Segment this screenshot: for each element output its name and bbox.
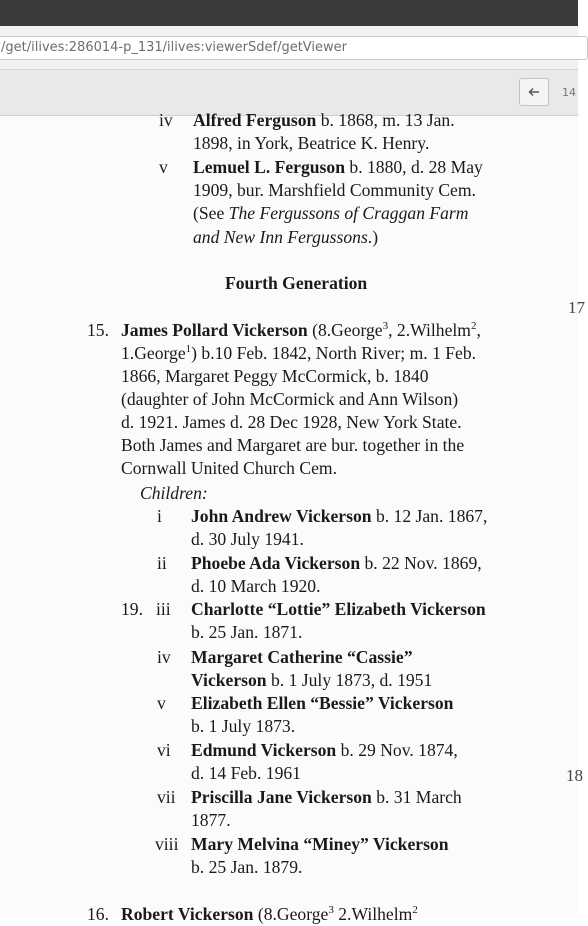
person-name: Priscilla Jane Vickerson	[191, 787, 372, 807]
entry-text: (8.George	[307, 320, 383, 340]
entry-line: (daughter of John McCormick and Ann Wilson)	[121, 389, 459, 409]
child-crossref: 19.	[121, 599, 143, 619]
adjacent-page-number: 18	[566, 766, 583, 785]
person-name: Charlotte “Lottie” Elizabeth Vickerson	[191, 599, 486, 619]
entry-text: (8.George	[253, 904, 329, 924]
entry-text: 2.Wilhelm	[333, 904, 413, 924]
child-number: vii	[157, 787, 176, 807]
entry-text: (See	[193, 203, 229, 223]
entry-text: b. 1880, d. 28 May	[345, 157, 483, 177]
child-number: viii	[155, 834, 179, 854]
entry-line: Both James and Margaret are bur. together in the	[121, 435, 465, 455]
generation-sup: 2	[412, 904, 418, 917]
entry-line	[159, 109, 173, 132]
entry-text: b. 12 Jan. 1867,	[371, 506, 488, 526]
person-name: Vickerson	[191, 670, 267, 690]
entry-text: b. 31 March	[371, 787, 462, 807]
child-line	[191, 646, 413, 669]
child-line	[191, 669, 432, 692]
entry-text: b. 1868, m. 13 Jan.	[316, 110, 455, 130]
entry-line	[193, 109, 455, 132]
entry-line: 1866, Margaret Peggy McCormick, b. 1840	[121, 366, 429, 386]
child-number: iii	[156, 599, 171, 619]
person-name: Margaret Catherine “Cassie”	[191, 647, 413, 667]
person-name: Edmund Vickerson	[191, 740, 337, 760]
children-label: Children:	[140, 483, 208, 503]
person-name: Mary Melvina “Miney” Vickerson	[191, 834, 449, 854]
child-line	[191, 786, 462, 809]
child-number: v	[157, 693, 166, 713]
person-name: Alfred Ferguson	[193, 110, 317, 130]
entry-line: 1898, in York, Beatrice K. Henry.	[193, 133, 430, 153]
book-title: and New Inn Fergussons	[193, 227, 368, 247]
child-line	[191, 552, 482, 575]
entry-line	[121, 342, 476, 365]
child-line: 1877.	[191, 810, 231, 830]
person-name: John Andrew Vickerson	[191, 506, 372, 526]
entry-text: ,	[476, 320, 481, 340]
url-field[interactable]: /get/ilives:286014-p_131/ilives:viewerSdef/getViewer	[0, 36, 588, 60]
child-line	[191, 692, 453, 715]
child-line: b. 25 Jan. 1871.	[191, 622, 303, 642]
child-line: d. 10 March 1920.	[191, 576, 321, 596]
section-heading: Fourth Generation	[225, 273, 368, 293]
child-number: ii	[157, 553, 167, 573]
child-line: b. 1 July 1873.	[191, 716, 296, 736]
entry-number: iv	[159, 110, 173, 130]
entry-number: v	[159, 157, 168, 177]
child-line	[191, 505, 487, 528]
arrow-left-icon	[528, 87, 540, 97]
child-line: d. 14 Feb. 1961	[191, 763, 301, 783]
entry-text: , 2.Wilhelm	[388, 320, 471, 340]
person-name: Phoebe Ada Vickerson	[191, 553, 361, 573]
entry-line	[193, 156, 483, 179]
book-title: The Fergussons of Craggan Farm	[228, 203, 469, 223]
child-number: i	[157, 506, 162, 526]
person-name: Robert Vickerson	[121, 904, 254, 924]
entry-line	[193, 226, 378, 249]
entry-text: b. 1 July 1873, d. 1951	[266, 670, 433, 690]
entry-text: b. 29 Nov. 1874,	[336, 740, 458, 760]
generation-sup: 1	[185, 343, 192, 356]
entry-text: 1.George	[121, 343, 186, 363]
entry-text: b. 22 Nov. 1869,	[360, 553, 482, 573]
title-bar	[0, 0, 578, 26]
person-name: Lemuel L. Ferguson	[193, 157, 345, 177]
child-line	[191, 598, 486, 621]
entry-line	[121, 903, 418, 926]
entry-line	[121, 319, 481, 342]
entry-line: Cornwall United Church Cem.	[121, 458, 337, 478]
child-line: d. 30 July 1941.	[191, 529, 304, 549]
person-name: Elizabeth Ellen “Bessie” Vickerson	[191, 693, 454, 713]
entry-line: d. 1921. James d. 28 Dec 1928, New York State.	[121, 412, 462, 432]
adjacent-page-number: 17	[568, 298, 585, 317]
person-name: James Pollard Vickerson	[121, 320, 308, 340]
previous-page-button[interactable]	[519, 78, 549, 106]
entry-text: ) b.10 Feb. 1842, North River; m. 1 Feb.	[191, 343, 477, 363]
entry-line	[193, 202, 468, 225]
entry-line: 1909, bur. Marshfield Community Cem.	[193, 180, 476, 200]
generation-sup: 3	[382, 320, 389, 333]
child-line: b. 25 Jan. 1879.	[191, 857, 303, 877]
entry-text: .)	[367, 227, 379, 247]
address-bar	[0, 26, 578, 70]
entry-number: 15.	[87, 320, 109, 340]
child-number: iv	[157, 647, 171, 667]
generation-sup: 2	[470, 320, 477, 333]
child-line	[191, 833, 449, 856]
generation-sup: 3	[328, 904, 334, 917]
entry-number: 16.	[87, 904, 109, 924]
document-page	[0, 110, 585, 924]
page-number: 14	[562, 86, 576, 99]
child-line	[191, 739, 458, 762]
child-number: vi	[157, 740, 171, 760]
